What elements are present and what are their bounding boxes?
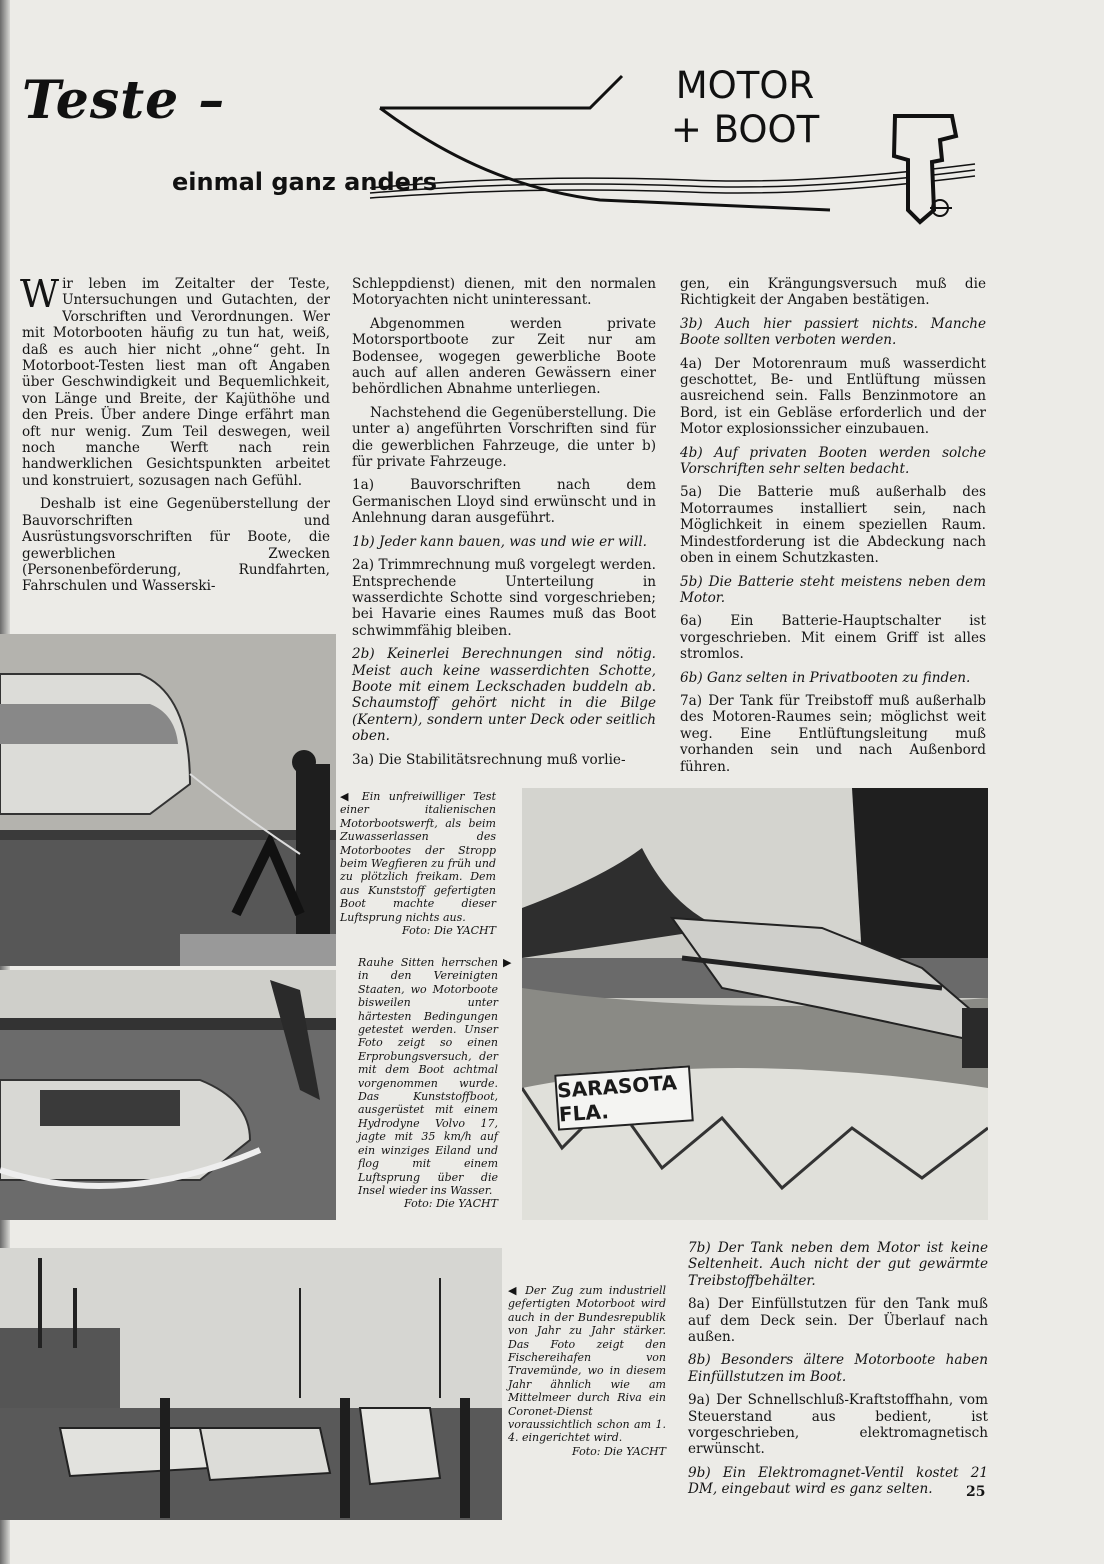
paragraph: 1b) Jeder kann bauen, was und wie er will. <box>352 533 647 550</box>
logo-line2: + BOOT <box>670 108 820 151</box>
paragraph: 8a) Der Einfüllstutzen für den Tank muß auf dem Deck sein. Der Überlauf nach außen. <box>688 1296 988 1346</box>
photo-boat-launch <box>0 970 336 1220</box>
paragraph: Wir leben im Zeitalter der Teste, Untersuchungen und Gutachten, der Vorschriften und Verordnungen. Wer mit Motorbooten häufig zu tun hat, weiß, daß es auch hier nicht „ohne“ geht. In Motorboot-Testen liest man oft Angaben über Geschwindigkeit und Bequemlichkeit, von Länge und Breite, der Kajüthöhe und den Preis. Über andere Dinge erfährt man oft nur wenig. Zum Teil deswegen, weil noch manche Werft nach rein handwerklichen Gesichtspunkten arbeitet und konstruiert, sozusagen nach Gefühl. <box>20 272 330 489</box>
photo-harbor-travemuende <box>0 1248 502 1520</box>
paragraph: 6b) Ganz selten in Privatbooten zu finden. <box>680 669 971 686</box>
article-subtitle: einmal ganz anders <box>172 168 438 196</box>
logo-text <box>640 64 850 152</box>
paragraph: 2a) Trimmrechnung muß vorgelegt werden. Entsprechende Unterteilung in wasserdichte Schotte sind vorgeschrieben; bei Havarie eines Raumes muß das Boot schwimmfähig bleiben. <box>352 557 656 639</box>
arrow-right-icon: ▶ <box>503 956 512 969</box>
paragraph: Schleppdienst) dienen, mit den normalen Motoryachten nicht uninteressant. <box>352 276 656 309</box>
paragraph: 9a) Der Schnellschluß-Kraftstoffhahn, vom Steuerstand aus bedient, ist vorgeschrieben, elektromagnetisch erwünscht. <box>688 1392 988 1458</box>
article-column-4 <box>688 1240 988 1505</box>
paragraph: 5b) Die Batterie steht meistens neben dem Motor. <box>680 573 986 606</box>
drop-cap: W <box>20 272 60 316</box>
paragraph: 9b) Ein Elektromagnet-Ventil kostet 21 DM, eingebaut wird es ganz selten. <box>688 1464 988 1498</box>
arrow-left-icon: ◀ <box>508 1284 520 1297</box>
article-column-2 <box>352 276 656 775</box>
paragraph: Deshalb ist eine Gegenüberstellung der Bauvorschriften und Ausrüstungsvorschriften für Boote, die gewerblichen Zwecken (Personenbeförderung, Rundfahrten, Fahrschulen und Wasserski- <box>22 496 330 595</box>
paragraph: Abgenommen werden private Motorsportboote zur Zeit nur am Bodensee, wogegen gewerbliche Boote auch auf allen anderen Gewässern einer behördlichen Abnahme unterliegen. <box>352 315 656 398</box>
paragraph: 8b) Besonders ältere Motorboote haben Einfüllstutzen im Boot. <box>688 1352 988 1385</box>
paragraph: 7b) Der Tank neben dem Motor ist keine Seltenheit. Auch nicht der gut gewärmte Treibstoffbehälter. <box>688 1240 988 1289</box>
paragraph: 5a) Die Batterie muß außerhalb des Motorraumes installiert sein, nach Möglichkeit in einem speziellen Raum. Mindestforderung ist die Abdeckung nach oben in einem Schutzkasten. <box>680 484 986 567</box>
photo-boat-jump-sarasota <box>522 788 988 1220</box>
caption-photo-4: ◀ Der Zug zum industriell gefertigten Motorboot wird auch in der Bundesrepublik von Jahr zu Jahr stärker. Das Foto zeigt den Fischereihafen von Travemünde, wo in diesem Jahr ähnlich wie am Mittelmeer durch Riva ein Coronet-Dienst voraussichtlich schon am 1. 4. eingerichtet wird. Foto: Die YACHT <box>508 1284 666 1458</box>
paragraph: 7a) Der Tank für Treibstoff muß außerhalb des Motoren-Raumes sein; möglichst weit weg. Eine Entlüftungsleitung muß vorhanden sein und nach Außenbord führen. <box>680 692 986 775</box>
paragraph: 1a) Bauvorschriften nach dem Germanischen Lloyd sind erwünscht und in Anlehnung daran ausgeführt. <box>352 477 656 527</box>
article-column-1 <box>20 272 330 602</box>
paragraph: 2b) Keinerlei Berechnungen sind nötig. Meist auch keine wasserdichten Schotte, Boote mit einem Leckschaden buddeln ab. Schaumstoff gehört nicht in die Bilge (Kentern), sondern unter Deck oder seitlich oben. <box>352 646 656 745</box>
photo-boat-falling <box>0 634 336 966</box>
caption-photo-1: ◀ Ein unfreiwilliger Test einer italienischen Motorbootswerft, als beim Zuwasserlassen des Motorbootes der Stropp beim Wegfieren zu früh und zu plötzlich freikam. Dem aus Kunststoff gefertigten Boot machte dieser Luftsprung nichts aus. Foto: Die YACHT <box>340 790 496 938</box>
paragraph: 3b) Auch hier passiert nichts. Manche Boote sollten verboten werden. <box>680 315 986 349</box>
paragraph: 3a) Die Stabilitätsrechnung muß vorlie- <box>352 751 626 768</box>
sarasota-sign: SARASOTA FLA. <box>554 1065 694 1130</box>
paragraph: 4b) Auf privaten Booten werden solche Vorschriften sehr selten bedacht. <box>680 444 986 478</box>
article-title: Teste – <box>22 70 226 131</box>
paragraph: Nachstehend die Gegenüberstellung. Die unter a) angeführten Vorschriften sind für die gewerblichen Fahrzeuge, die unter b) für private Fahrzeuge. <box>352 404 656 471</box>
caption-photo-2: Rauhe Sitten herrschen in den Vereinigten Staaten, wo Motorboote bisweilen unter härtesten Bedingungen getestet werden. Unser Foto zeigt so einen Erprobungsversuch, der mit dem Boot achtmal vorgenommen wurde. Das Kunststoffboot, ausgerüstet mit einem Hydrodyne Volvo 17, jagte mit 35 km/h auf ein winziges Eiland und flog mit einem Luftsprung über die Insel wieder ins Wasser. Foto: Die YACHT <box>358 956 498 1211</box>
paragraph: gen, ein Krängungsversuch muß die Richtigkeit der Angaben bestätigen. <box>680 276 986 309</box>
arrow-left-icon: ◀ <box>340 790 354 803</box>
article-column-3 <box>680 276 986 782</box>
photo-credit: Foto: Die YACHT <box>404 1197 498 1211</box>
paragraph: 4a) Der Motorenraum muß wasserdicht geschottet, Be- und Entlüftung müssen ausreichend sein. Falls Benzinmotore an Bord, ist ein Gebläse erforderlich und der Motor explosionssicher einzubauen. <box>680 355 986 438</box>
page-number: 25 <box>966 1484 986 1500</box>
paragraph: 6a) Ein Batterie-Hauptschalter ist vorgeschrieben. Mit einem Griff ist alles stromlos. <box>680 613 986 663</box>
logo-line1: MOTOR <box>675 64 815 107</box>
photo-credit: Foto: Die YACHT <box>572 1444 666 1458</box>
photo-credit: Foto: Die YACHT <box>402 924 496 938</box>
